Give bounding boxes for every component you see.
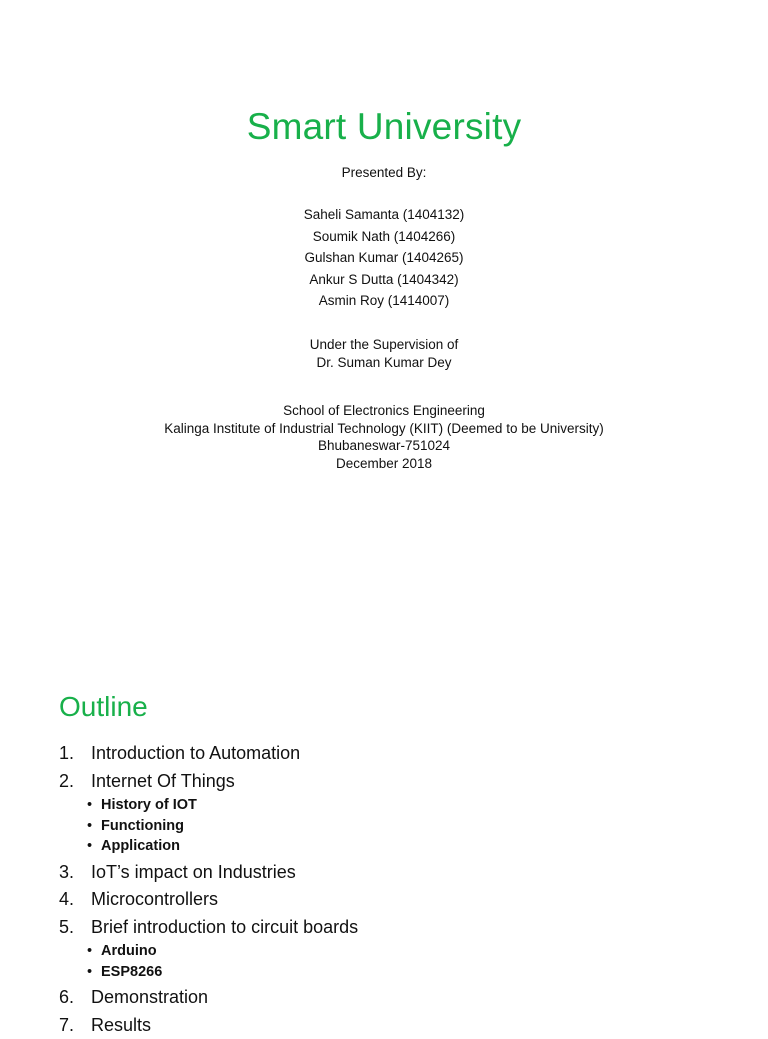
bullet-icon: • bbox=[87, 836, 101, 857]
member-name: Asmin Roy (1414007) bbox=[0, 290, 768, 312]
outline-item-label: Demonstration bbox=[91, 987, 208, 1007]
outline-item-label: Introduction to Automation bbox=[91, 743, 300, 763]
institute-location: Bhubaneswar-751024 bbox=[0, 437, 768, 455]
outline-item bbox=[59, 886, 739, 914]
outline-item bbox=[59, 859, 739, 887]
outline-list bbox=[59, 740, 739, 1039]
outline-item bbox=[59, 1012, 739, 1039]
institution-block bbox=[0, 402, 768, 472]
outline-slide bbox=[0, 640, 768, 1024]
outline-item-number: 2. bbox=[59, 768, 91, 796]
outline-sub-item: • Application bbox=[87, 836, 739, 857]
outline-sub-item: • Arduino bbox=[87, 941, 739, 962]
outline-item-number: 3. bbox=[59, 859, 91, 887]
outline-item-number: 6. bbox=[59, 984, 91, 1012]
outline-item-label: Microcontrollers bbox=[91, 889, 218, 909]
outline-sub-list bbox=[59, 941, 739, 982]
outline-item-number: 7. bbox=[59, 1012, 91, 1039]
institute-name: Kalinga Institute of Industrial Technology (KIIT) (Deemed to be University) bbox=[0, 420, 768, 438]
member-name: Gulshan Kumar (1404265) bbox=[0, 247, 768, 269]
presentation-date: December 2018 bbox=[0, 455, 768, 473]
outline-item-number: 5. bbox=[59, 914, 91, 942]
slide-title: Smart University bbox=[0, 106, 768, 148]
bullet-icon: • bbox=[87, 795, 101, 816]
outline-item bbox=[59, 984, 739, 1012]
outline-item-number: 4. bbox=[59, 886, 91, 914]
outline-item-number: 1. bbox=[59, 740, 91, 768]
outline-item bbox=[59, 914, 739, 983]
outline-item bbox=[59, 740, 739, 768]
outline-sub-item: • History of IOT bbox=[87, 795, 739, 816]
outline-sub-item: • ESP8266 bbox=[87, 962, 739, 983]
school-name: School of Electronics Engineering bbox=[0, 402, 768, 420]
bullet-icon: • bbox=[87, 962, 101, 983]
bullet-icon: • bbox=[87, 941, 101, 962]
member-name: Saheli Samanta (1404132) bbox=[0, 204, 768, 226]
outline-sub-list bbox=[59, 795, 739, 857]
outline-item-label: Results bbox=[91, 1015, 151, 1035]
outline-title: Outline bbox=[59, 691, 148, 723]
member-name: Ankur S Dutta (1404342) bbox=[0, 269, 768, 291]
supervisor-name: Dr. Suman Kumar Dey bbox=[0, 354, 768, 372]
outline-item-label: Internet Of Things bbox=[91, 771, 235, 791]
supervision-label: Under the Supervision of bbox=[0, 336, 768, 354]
outline-item-label: Brief introduction to circuit boards bbox=[91, 917, 358, 937]
member-list bbox=[0, 204, 768, 312]
bullet-icon: • bbox=[87, 816, 101, 837]
member-name: Soumik Nath (1404266) bbox=[0, 226, 768, 248]
presented-by-label: Presented By: bbox=[0, 162, 768, 184]
outline-sub-item: • Functioning bbox=[87, 816, 739, 837]
outline-item bbox=[59, 768, 739, 857]
outline-item-label: IoT’s impact on Industries bbox=[91, 862, 296, 882]
supervision-block bbox=[0, 336, 768, 372]
